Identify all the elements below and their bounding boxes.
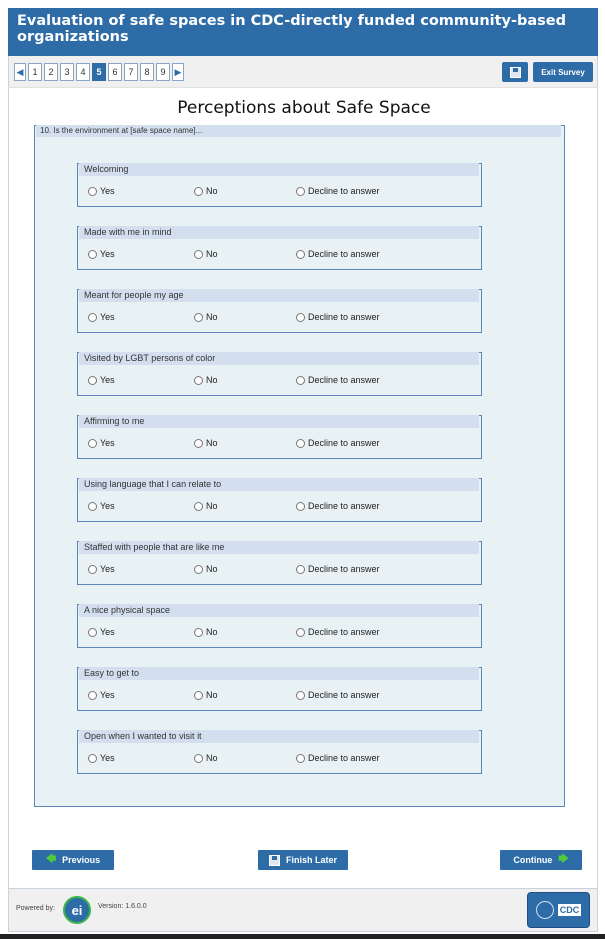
- answer-option-label: No: [206, 564, 218, 574]
- finish-later-button[interactable]: [258, 850, 348, 870]
- floppy-disk-icon: [510, 67, 521, 78]
- answer-option-label: Decline to answer: [308, 312, 380, 322]
- answer-option[interactable]: [88, 564, 115, 574]
- radio-button[interactable]: [88, 187, 97, 196]
- answer-option-label: No: [206, 501, 218, 511]
- radio-button[interactable]: [296, 691, 305, 700]
- sub-question-label: Meant for people my age: [79, 289, 479, 302]
- ei-logo: ei: [63, 896, 91, 924]
- prev-page-icon[interactable]: ◀: [14, 63, 26, 81]
- answer-option-label: No: [206, 438, 218, 448]
- radio-button[interactable]: [194, 754, 203, 763]
- answer-option-label: Decline to answer: [308, 627, 380, 637]
- sub-question: [77, 226, 482, 270]
- answer-option[interactable]: [296, 627, 380, 637]
- page-navigator: [14, 63, 184, 81]
- sub-question: [77, 478, 482, 522]
- sub-question-label: Using language that I can relate to: [79, 478, 479, 491]
- sub-question-label: Visited by LGBT persons of color: [79, 352, 479, 365]
- answer-option-label: No: [206, 249, 218, 259]
- radio-button[interactable]: [88, 628, 97, 637]
- cdc-logo: [527, 892, 590, 928]
- answer-option[interactable]: [296, 186, 380, 196]
- radio-button[interactable]: [194, 313, 203, 322]
- sub-question-label: Open when I wanted to visit it: [79, 730, 479, 743]
- answer-option-label: Decline to answer: [308, 375, 380, 385]
- radio-button[interactable]: [88, 376, 97, 385]
- answer-option-label: No: [206, 375, 218, 385]
- answer-option-label: Yes: [100, 438, 115, 448]
- toolbar: [8, 56, 598, 88]
- answer-option[interactable]: [194, 627, 218, 637]
- radio-button[interactable]: [194, 187, 203, 196]
- sub-question: [77, 415, 482, 459]
- radio-button[interactable]: [194, 376, 203, 385]
- page-body: [8, 88, 598, 888]
- sub-question: [77, 667, 482, 711]
- page-link-3[interactable]: 3: [60, 63, 74, 81]
- answer-option-label: Yes: [100, 564, 115, 574]
- page-link-4[interactable]: 4: [76, 63, 90, 81]
- answer-option-label: Yes: [100, 312, 115, 322]
- answer-option-label: No: [206, 690, 218, 700]
- app-title: Evaluation of safe spaces in CDC-directly funded community-based organizations: [8, 8, 598, 56]
- answer-option[interactable]: [88, 186, 115, 196]
- page-link-8[interactable]: 8: [140, 63, 154, 81]
- version-label: Version: 1.6.0.0: [98, 903, 147, 910]
- page-link-1[interactable]: 1: [28, 63, 42, 81]
- answer-option-label: No: [206, 312, 218, 322]
- page-link-5-current[interactable]: 5: [92, 63, 106, 81]
- answer-option[interactable]: [194, 753, 218, 763]
- answer-option-label: No: [206, 186, 218, 196]
- answer-option[interactable]: [88, 438, 115, 448]
- sub-question: [77, 289, 482, 333]
- exit-survey-button[interactable]: Exit Survey: [533, 62, 593, 82]
- radio-button[interactable]: [194, 691, 203, 700]
- radio-button[interactable]: [296, 250, 305, 259]
- answer-option-label: Yes: [100, 627, 115, 637]
- answer-option[interactable]: [88, 312, 115, 322]
- answer-option[interactable]: [296, 753, 380, 763]
- radio-button[interactable]: [88, 250, 97, 259]
- question-label: 10. Is the environment at [safe space name]...: [36, 125, 561, 137]
- answer-option-label: Decline to answer: [308, 438, 380, 448]
- answer-option-label: Decline to answer: [308, 501, 380, 511]
- radio-button[interactable]: [296, 565, 305, 574]
- answer-option[interactable]: [194, 375, 218, 385]
- answer-option[interactable]: [88, 690, 115, 700]
- bottom-bar: [0, 934, 605, 939]
- answer-option[interactable]: [88, 753, 115, 763]
- answer-option[interactable]: [194, 501, 218, 511]
- answer-option-label: Yes: [100, 249, 115, 259]
- radio-button[interactable]: [194, 502, 203, 511]
- powered-by-label: Powered by:: [16, 905, 55, 912]
- answer-option[interactable]: [194, 564, 218, 574]
- answer-option[interactable]: [88, 501, 115, 511]
- answer-option-label: No: [206, 753, 218, 763]
- radio-button[interactable]: [296, 313, 305, 322]
- answer-option-label: Decline to answer: [308, 249, 380, 259]
- answer-option-label: Decline to answer: [308, 690, 380, 700]
- radio-button[interactable]: [194, 250, 203, 259]
- radio-button[interactable]: [88, 691, 97, 700]
- answer-option[interactable]: [296, 438, 380, 448]
- answer-option-label: Yes: [100, 501, 115, 511]
- radio-button[interactable]: [88, 439, 97, 448]
- finish-later-label: Finish Later: [285, 855, 337, 865]
- sub-question: [77, 730, 482, 774]
- answer-option[interactable]: [296, 312, 380, 322]
- answer-option-label: Yes: [100, 753, 115, 763]
- arrow-left-icon: 🡄: [45, 853, 57, 865]
- answer-option[interactable]: [296, 690, 380, 700]
- radio-button[interactable]: [88, 313, 97, 322]
- question-10: [34, 125, 565, 807]
- previous-button[interactable]: [32, 850, 114, 870]
- continue-label: Continue: [513, 855, 553, 865]
- answer-option-label: Decline to answer: [308, 753, 380, 763]
- answer-option[interactable]: [88, 375, 115, 385]
- answer-option[interactable]: [88, 627, 115, 637]
- sub-question-label: Made with me in mind: [79, 226, 479, 239]
- section-title: Perceptions about Safe Space: [177, 98, 431, 118]
- answer-option[interactable]: [194, 249, 218, 259]
- page-link-6[interactable]: 6: [108, 63, 122, 81]
- arrow-right-icon: 🡆: [558, 853, 569, 865]
- radio-button[interactable]: [194, 628, 203, 637]
- radio-button[interactable]: [296, 502, 305, 511]
- answer-option-label: Decline to answer: [308, 564, 380, 574]
- radio-button[interactable]: [296, 376, 305, 385]
- answer-option[interactable]: [296, 501, 380, 511]
- page-link-2[interactable]: 2: [44, 63, 58, 81]
- sub-question-label: Affirming to me: [79, 415, 479, 428]
- radio-button[interactable]: [296, 187, 305, 196]
- radio-button[interactable]: [194, 565, 203, 574]
- page-link-7[interactable]: 7: [124, 63, 138, 81]
- floppy-disk-icon: [269, 855, 280, 866]
- answer-option[interactable]: [296, 375, 380, 385]
- answer-option-label: No: [206, 627, 218, 637]
- radio-button[interactable]: [194, 439, 203, 448]
- page-link-9[interactable]: 9: [156, 63, 170, 81]
- sub-question: [77, 541, 482, 585]
- radio-button[interactable]: [296, 754, 305, 763]
- answer-option[interactable]: [194, 312, 218, 322]
- hhs-eagle-icon: [536, 901, 554, 919]
- sub-question-label: Welcoming: [79, 163, 479, 176]
- next-page-icon[interactable]: ▶: [172, 63, 184, 81]
- sub-question: [77, 163, 482, 207]
- answer-option-label: Yes: [100, 690, 115, 700]
- sub-question: [77, 604, 482, 648]
- footer: [8, 888, 598, 932]
- sub-question-label: Easy to get to: [79, 667, 479, 680]
- radio-button[interactable]: [88, 502, 97, 511]
- continue-button[interactable]: [500, 850, 582, 870]
- sub-question-label: A nice physical space: [79, 604, 479, 617]
- answer-option[interactable]: [194, 186, 218, 196]
- radio-button[interactable]: [296, 439, 305, 448]
- radio-button[interactable]: [296, 628, 305, 637]
- answer-option-label: Yes: [100, 186, 115, 196]
- radio-button[interactable]: [88, 754, 97, 763]
- answer-option-label: Yes: [100, 375, 115, 385]
- cdc-logo-text: CDC: [559, 905, 580, 915]
- answer-option[interactable]: [296, 564, 380, 574]
- answer-option[interactable]: [296, 249, 380, 259]
- answer-option[interactable]: [194, 690, 218, 700]
- sub-question: [77, 352, 482, 396]
- previous-label: Previous: [62, 855, 101, 865]
- answer-option[interactable]: [194, 438, 218, 448]
- save-button[interactable]: [502, 62, 528, 82]
- answer-option[interactable]: [88, 249, 115, 259]
- radio-button[interactable]: [88, 565, 97, 574]
- answer-option-label: Decline to answer: [308, 186, 380, 196]
- sub-question-label: Staffed with people that are like me: [79, 541, 479, 554]
